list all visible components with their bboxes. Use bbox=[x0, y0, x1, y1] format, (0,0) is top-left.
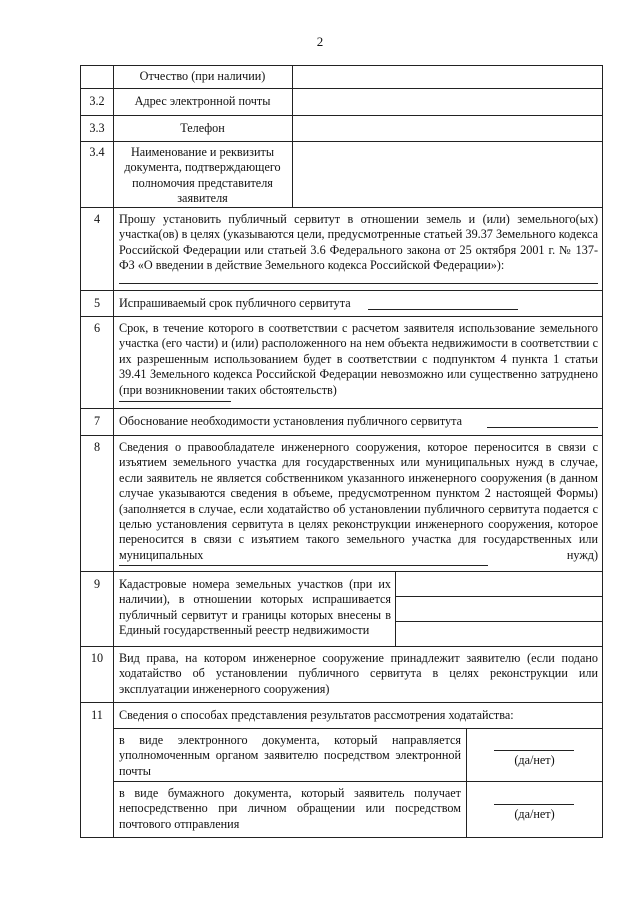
row-divider bbox=[80, 316, 603, 317]
inner-row-divider bbox=[113, 728, 603, 729]
row-number: 11 bbox=[91, 708, 103, 722]
cadastral-line bbox=[395, 596, 603, 597]
row-number: 6 bbox=[93, 321, 101, 335]
row-divider bbox=[80, 290, 603, 291]
row-number: 3.4 bbox=[89, 145, 105, 159]
cadastral-value-divider bbox=[395, 571, 396, 646]
row-divider bbox=[80, 88, 603, 89]
paper-option-text: в виде бумажного документа, который заявитель получает непосредственно при личном обращении или посредством почтового отправления bbox=[119, 786, 461, 831]
row-number: 8 bbox=[93, 440, 101, 454]
restriction-period-text: Срок, в течение которого в соответствии с расчетом заявителя использование земельного участка (его части) и (или) расположенного на нем объекта недвижимости в соответствии с их разрешенным использованием будет в соответствии с подпунктом 4 пункта 1 статьи 39.41 Земельного кодекса Российской Федерации невозможно или существенно затруднено (при возникновении таких обстоятельств) bbox=[119, 321, 598, 397]
row-divider bbox=[80, 141, 603, 142]
inner-row-divider bbox=[113, 781, 603, 782]
page-number: 2 bbox=[316, 34, 324, 49]
row-number: 3.3 bbox=[89, 121, 105, 135]
row-divider bbox=[80, 115, 603, 116]
row-divider bbox=[80, 702, 603, 703]
value-column-divider bbox=[292, 65, 293, 207]
authority-document-label: Наименование и реквизиты документа, подтверждающего полномочия представителя заявителя bbox=[124, 145, 281, 206]
ownership-right-text: Вид права, на котором инженерное сооружение принадлежит заявителю (если подано ходатайство об установлении публичного сервитута в целях реконструкции или эксплуатации инженерного сооружения) bbox=[119, 651, 598, 696]
row-number: 4 bbox=[93, 212, 101, 226]
paper-choice-hint: (да/нет) bbox=[514, 807, 555, 821]
row-divider bbox=[80, 435, 603, 436]
servitude-term-label: Испрашиваемый срок публичного сервитута bbox=[119, 296, 351, 310]
patronymic-label: Отчество (при наличии) bbox=[139, 69, 266, 83]
row-number: 3.2 bbox=[89, 94, 105, 108]
justification-fill-line bbox=[487, 427, 598, 428]
row-number: 5 bbox=[93, 296, 101, 310]
row-number: 9 bbox=[93, 577, 101, 591]
owner-fill-line bbox=[119, 565, 488, 566]
cadastral-line bbox=[395, 621, 603, 622]
row-divider bbox=[80, 207, 603, 208]
row-number: 7 bbox=[93, 414, 101, 428]
result-delivery-label: Сведения о способах представления результатов рассмотрения ходатайства: bbox=[119, 708, 514, 722]
electronic-choice-line[interactable] bbox=[494, 750, 574, 751]
phone-label: Телефон bbox=[180, 121, 225, 135]
purpose-fill-line bbox=[119, 283, 598, 284]
term-fill-line bbox=[368, 309, 518, 310]
row-divider bbox=[80, 408, 603, 409]
electronic-option-text: в виде электронного документа, который направляется уполномоченным органом заявителю посредством электронной почты bbox=[119, 733, 461, 778]
row-divider bbox=[80, 646, 603, 647]
email-label: Адрес электронной почты bbox=[134, 94, 271, 108]
row-divider bbox=[80, 571, 603, 572]
row-number: 10 bbox=[90, 651, 104, 665]
cadastral-numbers-label: Кадастровые номера земельных участков (при их наличии), в отношении которых испрашивается публичный сервитут и границы которых внесены в Единый государственный реестр недвижимости bbox=[119, 577, 391, 638]
electronic-choice-hint: (да/нет) bbox=[514, 753, 555, 767]
justification-label: Обоснование необходимости установления публичного сервитута bbox=[119, 414, 463, 428]
servitude-purpose-text: Прошу установить публичный сервитут в отношении земель и (или) земельного(ых) участка(ов) в целях (указываются цели, предусмотренные статьей 39.37 Земельного кодекса Российской Федерации или статьей 3.6 Федерального закона от 25 октября 2001 г. № 137-ФЗ «О введении в действие Земельного кодекса Российской Федерации»): bbox=[119, 212, 598, 273]
paper-choice-line[interactable] bbox=[494, 804, 574, 805]
period-fill-line bbox=[119, 401, 231, 402]
structure-owner-text: Сведения о правообладателе инженерного сооружения, которое переносится в связи с изъятием земельного участка для государственных или муниципальных нужд в случае, если заявитель не является собственником указанного инженерного сооружения (в данном случае указываются сведения в объеме, предусмотренном пунктом 2 настоящей Формы) (заполняется в случае, если ходатайство об установлении публичного сервитута подается с целью установления сервитута в целях реконструкции инженерного сооружения, которое переносится в связи с изъятием такого земельного участка для государственных или муниципальных нужд) bbox=[119, 440, 598, 562]
